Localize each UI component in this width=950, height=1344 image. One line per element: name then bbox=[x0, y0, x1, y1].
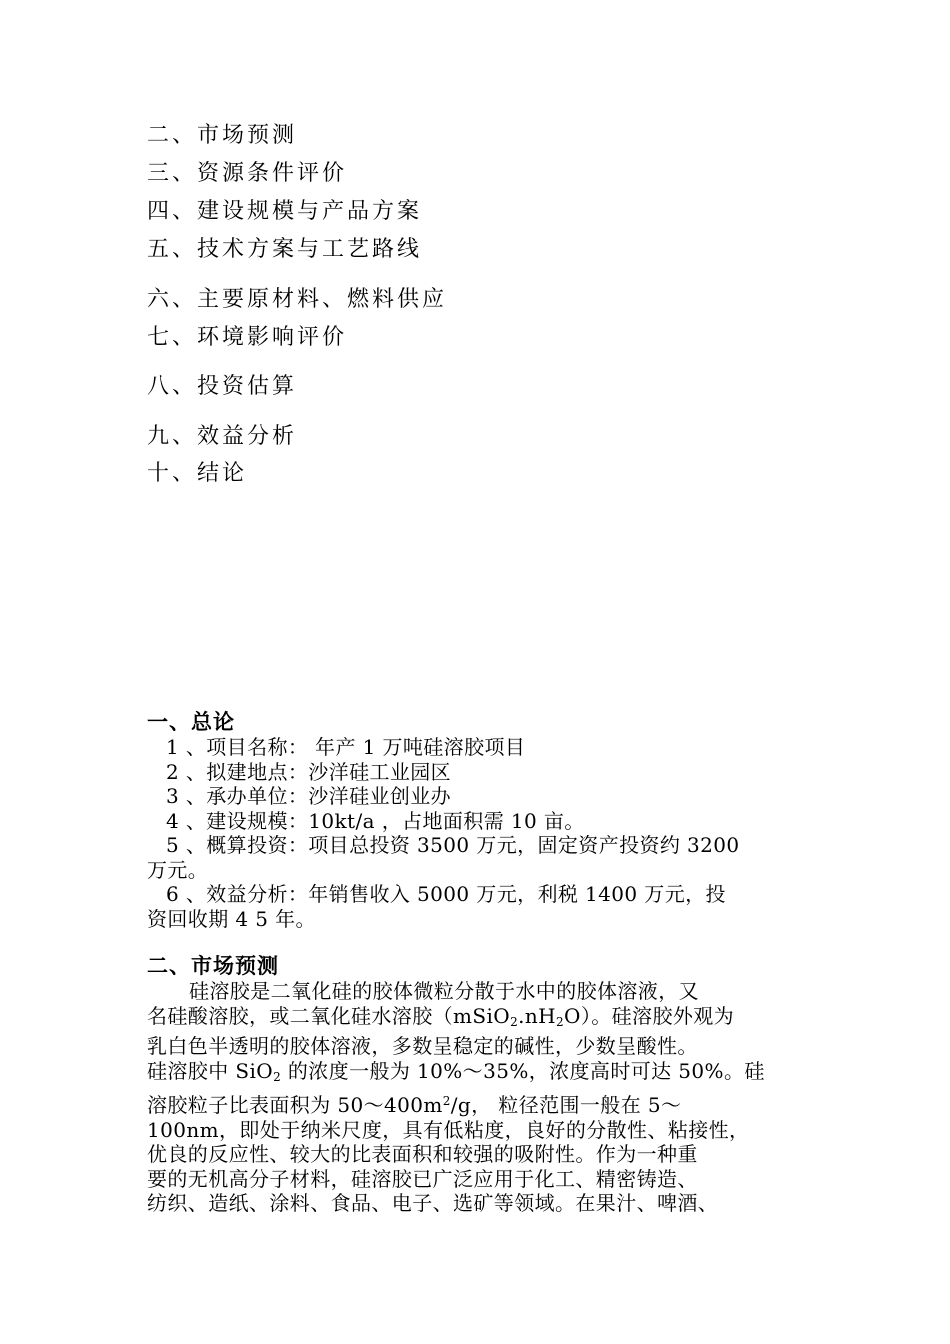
toc-item: 十、结论 bbox=[147, 461, 248, 486]
toc-item: 九、效益分析 bbox=[147, 424, 298, 449]
organizer-line: 3 、承办单位：沙洋硅业创业办 bbox=[166, 784, 452, 808]
paragraph-line: 100nm，即处于纳米尺度，具有低粘度，良好的分散性、粘接性， bbox=[147, 1117, 750, 1142]
paragraph-line: 纺织、造纸、涂料、食品、电子、选矿等领域。在果汁、啤酒、 bbox=[147, 1191, 719, 1215]
document-body bbox=[147, 709, 817, 1216]
toc-item: 六、主要原材料、燃料供应 bbox=[147, 287, 448, 312]
investment-line-cont: 万元。 bbox=[147, 857, 209, 882]
section-heading-market: 二、市场预测 bbox=[147, 954, 279, 978]
toc-item: 五、技术方案与工艺路线 bbox=[147, 237, 423, 262]
paragraph-line: 硅溶胶中 SiO$_2$ 的浓度一般为 10%～35%，浓度高时可达 50%。硅 bbox=[147, 1058, 765, 1084]
benefit-line: 6 、效益分析：年销售收入 5000 万元，利税 1400 万元，投 bbox=[166, 882, 726, 906]
toc-item: 七、环境影响评价 bbox=[147, 325, 348, 350]
paragraph-line: 溶胶粒子比表面积为 $50\sim 400m^2/g$， 粒径范围一般在 5～ bbox=[147, 1093, 682, 1117]
spacer bbox=[147, 931, 817, 953]
paragraph-line: 乳白色半透明的胶体溶液，多数呈稳定的碱性，少数呈酸性。 bbox=[147, 1034, 698, 1058]
paragraph-line: 名硅酸溶胶，或二氧化硅水溶胶$(mSiO_2.nH_2O)$。硅溶胶外观为 bbox=[147, 1003, 735, 1029]
paragraph-line: 要的无机高分子材料，硅溶胶已广泛应用于化工、精密铸造、 bbox=[147, 1166, 698, 1191]
toc-item: 二、市场预测 bbox=[147, 123, 298, 148]
location-line: 2 、拟建地点：沙洋硅工业园区 bbox=[166, 759, 452, 784]
scale-line: 4 、建设规模：10kt/a ，占地面积需 10 亩。 bbox=[166, 808, 585, 833]
toc-item: 四、建设规模与产品方案 bbox=[147, 199, 423, 224]
toc-item: 三、资源条件评价 bbox=[147, 161, 348, 186]
paragraph-line: 硅溶胶是二氧化硅的胶体微粒分散于水中的胶体溶液，又 bbox=[189, 979, 699, 1003]
investment-line: 5 、概算投资：项目总投资 3500 万元，固定资产投资约 3200 bbox=[166, 833, 740, 857]
paragraph-line: 优良的反应性、较大的比表面积和较强的吸附性。作为一种重 bbox=[147, 1142, 698, 1166]
benefit-line-cont: 资回收期 4 5 年。 bbox=[147, 906, 316, 931]
project-name-line: 1 、项目名称： 年产 1 万吨硅溶胶项目 bbox=[166, 735, 526, 759]
section-heading-general: 一、总论 bbox=[147, 710, 235, 734]
toc-item: 八、投资估算 bbox=[147, 374, 298, 399]
